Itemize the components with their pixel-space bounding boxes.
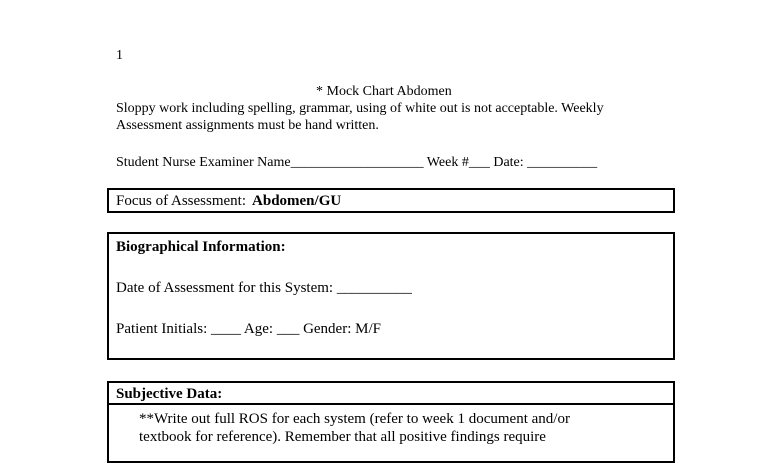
- page-number: 1: [116, 48, 123, 63]
- focus-label: Focus of Assessment:: [116, 193, 247, 209]
- subjective-data-body-box: [107, 403, 675, 463]
- biographical-heading: Biographical Information:: [116, 239, 286, 255]
- focus-value: Abdomen/GU: [252, 193, 342, 209]
- instructions-line-2: Assessment assignments must be hand written.: [116, 118, 379, 133]
- biographical-information-box: [107, 232, 675, 360]
- date-of-assessment-line: Date of Assessment for this System: __________: [116, 280, 412, 296]
- subjective-data-heading-box: [107, 381, 675, 405]
- subjective-line-1: **Write out full ROS for each system (refer to week 1 document and/or: [139, 411, 570, 427]
- document-title: * Mock Chart Abdomen: [316, 84, 452, 99]
- instructions: [116, 100, 696, 134]
- subjective-line-2: textbook for reference). Remember that all positive findings require: [139, 429, 546, 445]
- subjective-heading: Subjective Data:: [116, 386, 223, 402]
- instructions-line-1: Sloppy work including spelling, grammar, using of white out is not acceptable. Weekly: [116, 101, 604, 116]
- examiner-info-line: Student Nurse Examiner Name___________________ Week #___ Date: __________: [116, 155, 598, 170]
- patient-info-line: Patient Initials: ____ Age: ___ Gender: M/F: [116, 321, 381, 337]
- focus-of-assessment-box: [107, 188, 675, 213]
